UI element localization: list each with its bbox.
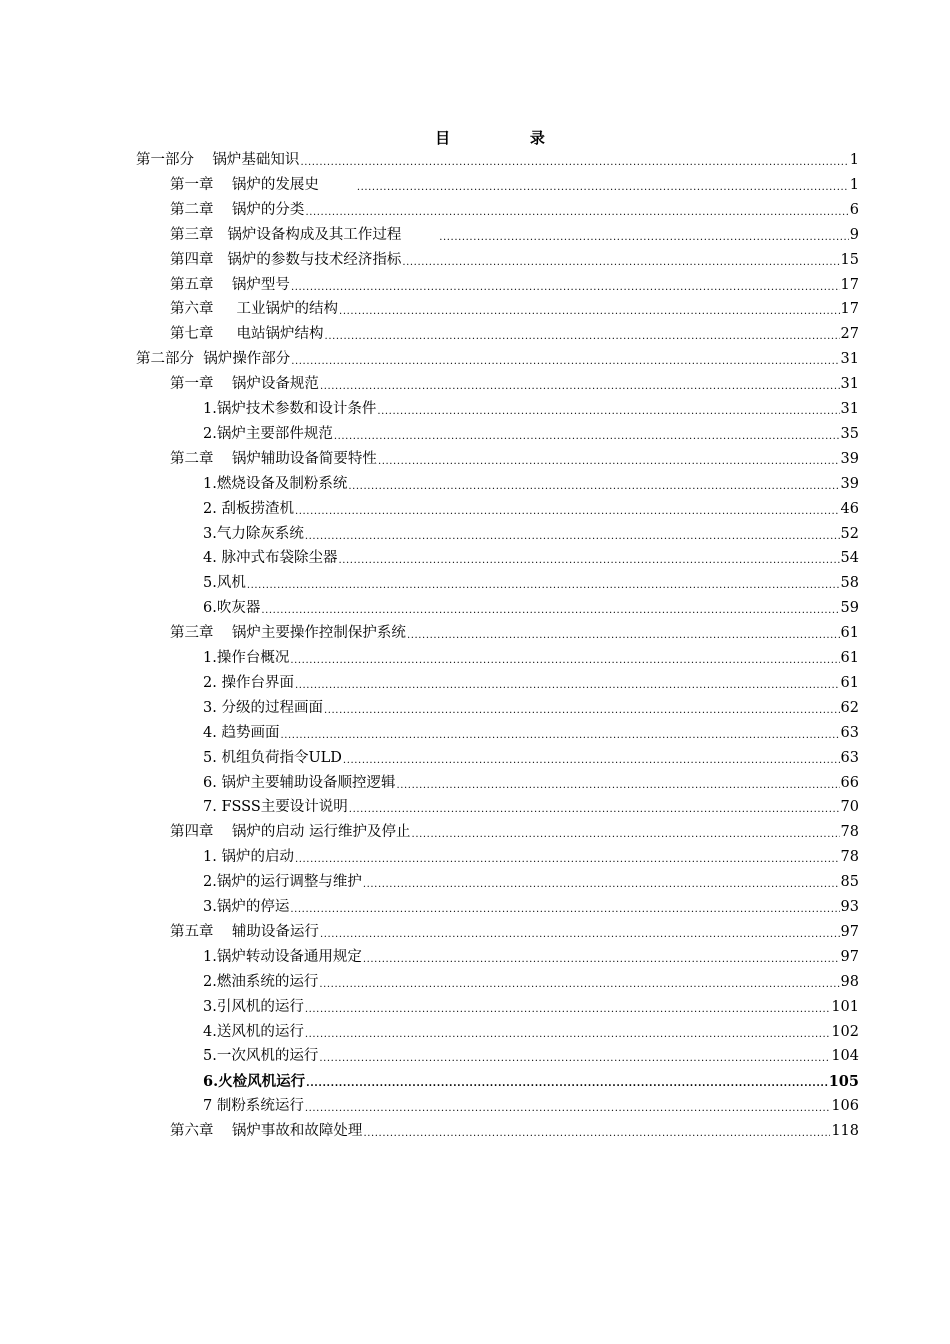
toc-entry-label: 2.锅炉的运行调整与维护	[203, 874, 362, 891]
toc-leader-dots	[295, 499, 840, 524]
toc-leader-dots	[363, 1121, 830, 1146]
toc-leader-dots	[439, 225, 849, 250]
toc-entry-label: 5. 机组负荷指令ULD	[203, 749, 342, 766]
toc-page-number: 58	[840, 575, 859, 592]
toc-page-number: 63	[840, 749, 859, 766]
toc-page-number: 104	[831, 1048, 859, 1065]
toc-page-number: 97	[840, 948, 859, 965]
toc-entry-label: 第二部分 锅炉操作部分	[136, 351, 291, 368]
toc-leader-dots	[334, 424, 840, 449]
toc-section-entry[interactable]	[203, 870, 859, 895]
toc-leader-dots	[295, 673, 840, 698]
toc-page-number: 1	[849, 176, 859, 193]
toc-leader-dots	[396, 773, 839, 798]
toc-chapter-entry[interactable]	[170, 920, 859, 945]
toc-leader-dots	[319, 972, 839, 997]
toc-leader-dots	[324, 698, 840, 723]
toc-leader-dots	[305, 1096, 830, 1121]
toc-leader-dots	[290, 648, 839, 673]
toc-page-number: 31	[840, 376, 859, 393]
toc-leader-dots	[325, 324, 840, 349]
toc-page-number: 17	[840, 276, 859, 293]
toc-page-number: 62	[840, 699, 859, 716]
toc-page-number: 105	[828, 1073, 859, 1091]
toc-entry-label: 1. 锅炉的启动	[203, 849, 294, 866]
toc-leader-dots	[349, 797, 840, 822]
toc-entry-label: 第四章 锅炉的参数与技术经济指标	[170, 251, 402, 268]
toc-section-entry[interactable]	[203, 746, 859, 771]
toc-leader-dots	[377, 399, 839, 424]
toc-page-number: 70	[840, 799, 859, 816]
toc-section-entry[interactable]	[203, 845, 859, 870]
toc-leader-dots	[412, 822, 840, 847]
toc-chapter-entry[interactable]	[170, 198, 859, 223]
toc-entry-label: 第七章 电站锅炉结构	[170, 326, 324, 343]
toc-page-number: 93	[840, 899, 859, 915]
toc-entry-label: 6.吹灰器	[203, 600, 261, 617]
toc-entry-label: 1.锅炉转动设备通用规定	[203, 948, 362, 965]
toc-entry-label: 7 制粉系统运行	[203, 1098, 304, 1115]
toc-page-number: 54	[840, 550, 859, 567]
toc-section-entry[interactable]	[203, 397, 859, 422]
toc-section-entry[interactable]	[203, 1094, 859, 1119]
toc-entry-label: 2.燃油系统的运行	[203, 973, 319, 990]
toc-section-entry[interactable]	[203, 596, 859, 621]
toc-leader-dots	[363, 872, 840, 897]
toc-entry-label: 第三章 锅炉主要操作控制保护系统	[170, 625, 406, 642]
toc-section-entry[interactable]	[203, 571, 859, 596]
toc-section-entry[interactable]	[203, 945, 859, 970]
toc-entry-label: 第六章 工业锅炉的结构	[170, 301, 339, 318]
toc-chapter-entry[interactable]	[170, 1119, 859, 1144]
toc-entry-label: 1.操作台概况	[203, 650, 290, 666]
toc-entry-label: 3. 分级的过程画面	[203, 699, 323, 716]
toc-entry-label: 2.锅炉主要部件规范	[203, 425, 333, 442]
toc-section-entry[interactable]	[203, 1020, 859, 1045]
toc-chapter-entry[interactable]	[170, 273, 859, 298]
toc-leader-dots	[407, 623, 840, 648]
toc-chapter-entry[interactable]	[170, 173, 859, 198]
toc-entry-label: 4. 趋势画面	[203, 724, 280, 741]
toc-entry-label: 5.风机	[203, 575, 246, 592]
toc-part-entry[interactable]	[136, 148, 859, 173]
toc-page-number: 97	[840, 923, 859, 940]
toc-part-entry[interactable]	[136, 347, 859, 372]
toc-leader-dots	[348, 474, 839, 499]
toc-entry-label: 6.火检风机运行	[203, 1073, 306, 1091]
toc-page-number: 61	[840, 674, 859, 691]
toc-chapter-entry[interactable]	[170, 223, 859, 248]
toc-section-entry[interactable]	[203, 546, 859, 571]
toc-leader-dots	[305, 524, 840, 549]
toc-leader-dots	[291, 275, 840, 300]
toc-page-number: 15	[840, 251, 859, 268]
toc-entry-label: 2. 刮板捞渣机	[203, 500, 294, 517]
toc-leader-dots	[305, 200, 848, 225]
toc-section-entry[interactable]	[203, 1044, 859, 1069]
toc-section-entry[interactable]	[203, 522, 859, 547]
toc-page-number: 17	[840, 301, 859, 318]
toc-page-number: 63	[840, 724, 859, 741]
toc-section-entry[interactable]	[203, 1069, 859, 1094]
toc-page-number: 6	[849, 201, 859, 218]
toc-page-number: 39	[840, 475, 859, 492]
toc-leader-dots	[300, 150, 848, 175]
toc-section-entry[interactable]	[203, 422, 859, 447]
toc-leader-dots	[339, 299, 840, 324]
toc-entry-label: 第一部分 锅炉基础知识	[136, 152, 300, 168]
toc-leader-dots	[306, 1071, 828, 1096]
toc-page-number: 102	[831, 1023, 859, 1040]
toc-entry-label: 第五章 辅助设备运行	[170, 923, 319, 940]
toc-page-number: 31	[840, 401, 859, 417]
toc-section-entry[interactable]	[203, 721, 859, 746]
toc-page-number: 101	[831, 998, 859, 1015]
toc-page-number: 106	[831, 1098, 859, 1115]
toc-leader-dots	[290, 897, 839, 922]
toc-entry-label: 4.送风机的运行	[203, 1023, 304, 1040]
toc-entry-label: 第三章 锅炉设备构成及其工作过程	[170, 226, 439, 243]
toc-section-entry[interactable]	[203, 646, 859, 671]
toc-leader-dots	[261, 598, 839, 623]
toc-entry-label: 第六章 锅炉事故和故障处理	[170, 1123, 363, 1140]
toc-page-number: 39	[840, 450, 859, 467]
toc-entry-label: 3.引风机的运行	[203, 998, 304, 1015]
toc-page-number: 27	[840, 326, 859, 343]
toc-leader-dots	[343, 748, 840, 773]
toc-title: 目 录	[435, 129, 561, 147]
toc-leader-dots	[320, 922, 840, 947]
toc-leader-dots	[319, 1046, 830, 1071]
toc-leader-dots	[305, 1022, 830, 1047]
toc-entry-label: 第四章 锅炉的启动 运行维护及停止	[170, 824, 411, 841]
toc-entry-label: 第二章 锅炉的分类	[170, 201, 305, 218]
toc-entry-label: 第一章 锅炉的发展史	[170, 176, 356, 193]
toc-entry-label: 1.燃烧设备及制粉系统	[203, 475, 348, 492]
toc-page-number: 85	[840, 874, 859, 891]
toc-leader-dots	[363, 947, 840, 972]
toc-leader-dots	[402, 250, 839, 275]
toc-page-number: 66	[840, 774, 859, 791]
toc-entry-label: 4. 脉冲式布袋除尘器	[203, 550, 338, 567]
toc-chapter-entry[interactable]	[170, 820, 859, 845]
toc-section-entry[interactable]	[203, 671, 859, 696]
toc-leader-dots	[280, 723, 839, 748]
toc-section-entry[interactable]	[203, 795, 859, 820]
toc-section-entry[interactable]	[203, 970, 859, 995]
toc-chapter-entry[interactable]	[170, 297, 859, 322]
toc-leader-dots	[295, 847, 840, 872]
toc-leader-dots	[247, 573, 840, 598]
toc-entry-label: 3.锅炉的停运	[203, 899, 290, 915]
toc-entry-label: 第一章 锅炉设备规范	[170, 376, 319, 393]
toc-section-entry[interactable]	[203, 895, 859, 920]
toc-page-number: 78	[840, 824, 859, 841]
toc-entry-label: 2. 操作台界面	[203, 674, 294, 691]
toc-entry-label: 第五章 锅炉型号	[170, 276, 290, 293]
toc-page-number: 46	[840, 500, 859, 517]
toc-leader-dots	[305, 997, 830, 1022]
toc-page-number: 61	[840, 625, 859, 642]
toc-page-number: 35	[840, 425, 859, 442]
toc-leader-dots	[378, 449, 840, 474]
toc-entry-label: 1.锅炉技术参数和设计条件	[203, 401, 377, 417]
toc-chapter-entry[interactable]	[170, 322, 859, 347]
toc-entry-label: 5.一次风机的运行	[203, 1048, 319, 1065]
toc-page-number: 52	[840, 525, 859, 542]
toc-chapter-entry[interactable]	[170, 372, 859, 397]
toc-entry-label: 7. FSSS主要设计说明	[203, 799, 348, 816]
toc-leader-dots	[357, 175, 849, 200]
toc-chapter-entry[interactable]	[170, 248, 859, 273]
toc-section-entry[interactable]	[203, 472, 859, 497]
toc-page-number: 98	[840, 973, 859, 990]
toc-chapter-entry[interactable]	[170, 447, 859, 472]
toc-page-number: 9	[849, 226, 859, 243]
toc-leader-dots	[320, 374, 840, 399]
toc-page-number: 59	[840, 600, 859, 617]
toc-page-number: 31	[840, 351, 859, 368]
toc-page-number: 118	[831, 1123, 859, 1140]
toc-leader-dots	[338, 548, 839, 573]
toc-page-number: 1	[849, 152, 859, 168]
toc-page-number: 61	[840, 650, 859, 666]
toc-section-entry[interactable]	[203, 696, 859, 721]
toc-entry-label: 第二章 锅炉辅助设备简要特性	[170, 450, 377, 467]
toc-chapter-entry[interactable]	[170, 621, 859, 646]
toc-section-entry[interactable]	[203, 497, 859, 522]
toc-section-entry[interactable]	[203, 771, 859, 796]
toc-entry-label: 3.气力除灰系统	[203, 525, 304, 542]
toc-section-entry[interactable]	[203, 995, 859, 1020]
toc-leader-dots	[291, 349, 839, 374]
toc-page-number: 78	[840, 849, 859, 866]
toc-entry-label: 6. 锅炉主要辅助设备顺控逻辑	[203, 774, 396, 791]
